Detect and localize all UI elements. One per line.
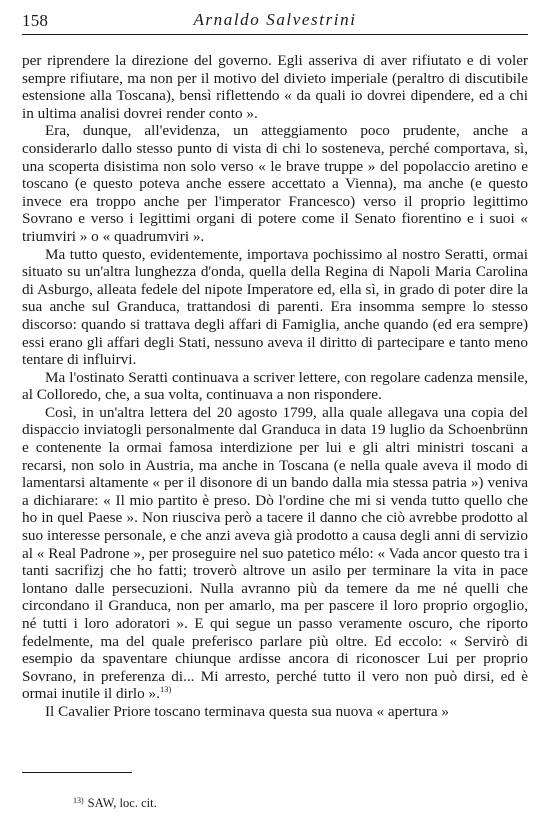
paragraph: Era, dunque, all'evidenza, un atteggiamento poco prudente, anche a considerarlo dallo stesso punto di vista di chi lo sosteneva, perché comportava, sì, una scoperta disistima non solo verso « le brave truppe » del popolaccio aretino e toscano (e questo poteva anche essere accettato a Vienna), ma anche (e questo invece era troppo anche per l'imperator Francesco) verso il proprio legittimo Sovrano e verso i legittimi organi di potere come il Senato fiorentino e i suoi « triumviri » o « quadrumviri ».	[22, 122, 528, 245]
footnote-reference: 13)	[159, 684, 172, 695]
footnote	[73, 794, 528, 810]
page-number: 158	[22, 11, 49, 30]
body-text	[22, 52, 528, 721]
footnote-divider	[22, 772, 132, 773]
running-header	[22, 10, 528, 35]
paragraph-text: Così, in un'altra lettera del 20 agosto 1799, alla quale allegava una copia del dispaccio inviatogli personalmente dal Granduca in data 19 luglio da Schoenbrünn e contenente la ormai famosa interdizione per lui e gli altri ministri toscani a recarsi, non solo in Austria, ma anche in Toscana (e nella quale aveva il modo di lamentarsi altamente « per il disonore di un bando dalla mia stessa patria ») veniva a dichiarare: « Il mio partito è preso. Dò l'ordine che mi si venda tutto quello che ho in quel Paese ». Non riusciva però a tacere il danno che ciò avrebbe prodotto al suo interesse personale, e che anzi aveva già prodotto a causa degli anni di servizio al « Real Padrone », per proseguire nel suo patetico mélo: « Vada ancor questo tra i tanti sacrifizj che ho fatti; troverò altrove un asilo per terminare la vita in pace lontano dalle persecuzioni. Nulla avranno più da temere da me né quelli che circondano il Granduca, non per amarlo, ma per pascere il loro proprio orgoglio, né tutti i loro adoratori ». E qui segue un passo veramente oscuro, che riporto fedelmente, ma del quale preferisco parlare più oltre. Ed eccolo: « Servirò di esempio da spaventare chiunque ardisse ancora di riconoscer Lui per proprio Sovrano, in preferenza di... Mi arresto, perché tutto il vero non può dirsi, ed è ormai inutile il dirlo ».	[22, 403, 528, 703]
paragraph: Il Cavalier Priore toscano terminava questa sua nuova « apertura »	[45, 702, 450, 720]
footnote-text: SAW, loc. cit.	[87, 796, 157, 810]
running-title: Arnaldo Salvestrini	[193, 10, 357, 29]
footnotes	[22, 772, 528, 810]
paragraph	[22, 404, 528, 703]
paragraph: Ma l'ostinato Seratti continuava a scriver lettere, con regolare cadenza mensile, al Colloredo, che, a sua volta, continuava a non rispondere.	[22, 368, 528, 404]
document-page	[22, 10, 528, 825]
paragraph: per riprendere la direzione del governo. Egli asseriva di aver rifiutato e di voler sempre rifiutare, ma non per il motivo del divieto imperiale (peraltro di discutibile estensione alla Toscana), bensì riflettendo « da quali io dovrei dipendere, ed a chi in ultima analisi dovrei render conto ».	[22, 52, 528, 122]
footnote-marker: 13)	[73, 796, 84, 805]
paragraph: Ma tutto questo, evidentemente, importava pochissimo al nostro Seratti, ormai situato su un'altra lunghezza d'onda, quella della Regina di Napoli Maria Carolina di Asburgo, alleata fedele del nipote Imperatore ed, ella sì, in grado di poter dire la sua anche sul Granduca, trattandosi di parenti. Era insomma sempre lo stesso discorso: quando si trattava degli affari di Famiglia, anche quando (ed era sempre) essi erano gli affari degli Stati, nessuno aveva il diritto di partecipare e tanto meno tentare di influirvi.	[22, 245, 528, 369]
